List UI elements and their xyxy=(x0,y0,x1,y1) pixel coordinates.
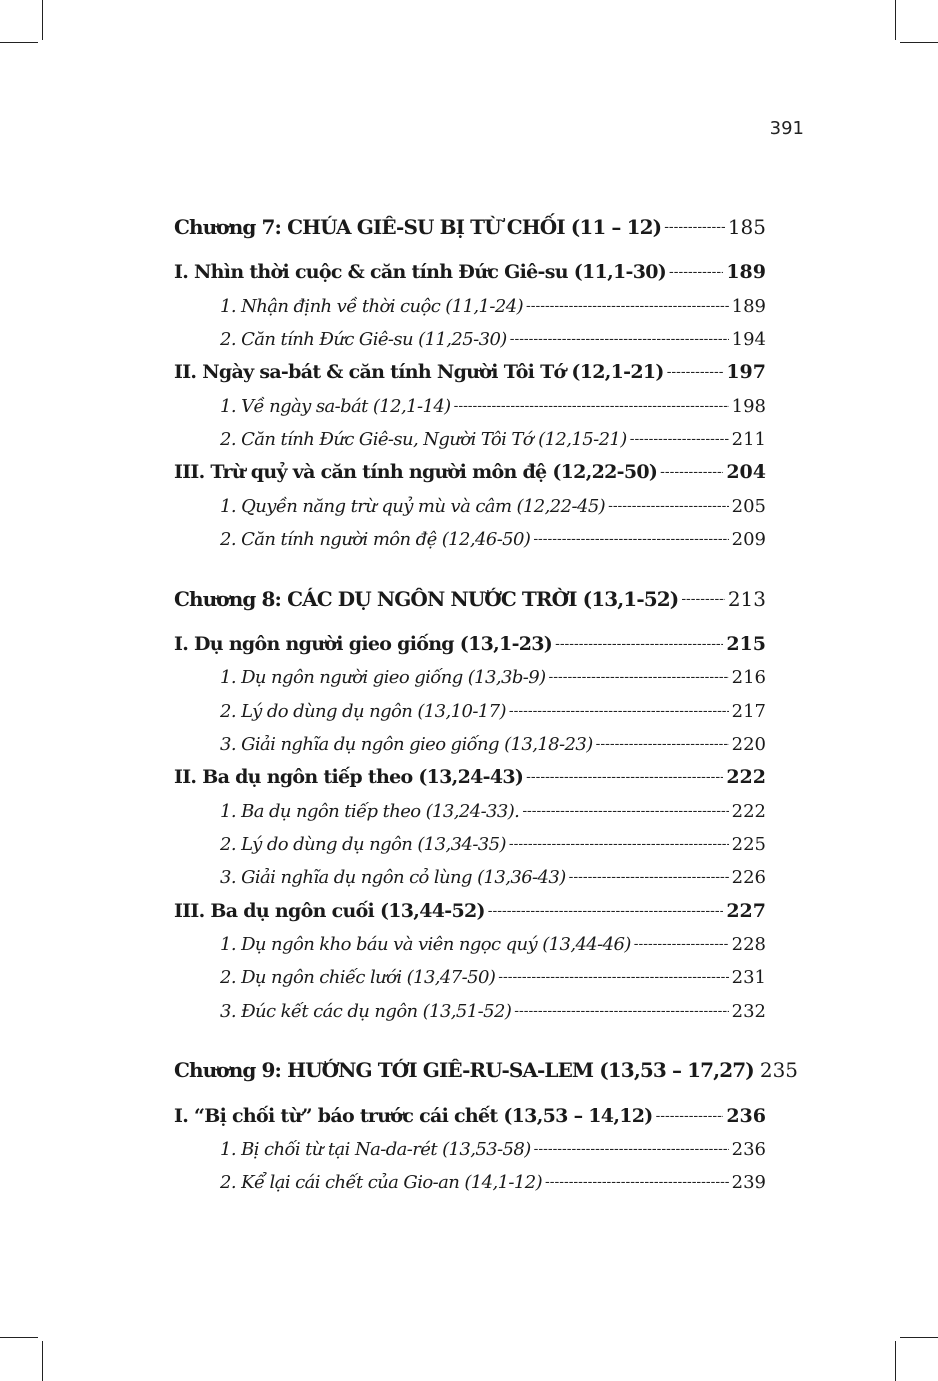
dot-leader xyxy=(656,1101,724,1131)
page-number: 391 xyxy=(769,118,804,139)
toc-entry-title: 2. Căn tính người môn đệ (12,46-50) xyxy=(220,528,531,550)
toc-entry-page: 222 xyxy=(726,766,766,788)
toc-entry-page: 205 xyxy=(731,495,766,517)
dot-leader xyxy=(533,524,728,554)
dot-leader xyxy=(498,962,728,992)
toc-entry-page: 236 xyxy=(731,1138,766,1160)
crop-mark-bottom-left-horizontal xyxy=(0,1337,38,1338)
toc-entry-page: 217 xyxy=(731,700,766,722)
crop-mark-bottom-left-vertical xyxy=(42,1341,43,1381)
crop-mark-top-left-horizontal xyxy=(0,42,38,43)
toc-subsection[interactable] xyxy=(174,391,766,421)
toc-entry-title: Chương 7: CHÚA GIÊ-SU BỊ TỪ CHỐI (11 – 12) xyxy=(174,215,662,239)
toc-section[interactable] xyxy=(174,457,766,487)
toc-subsection[interactable] xyxy=(174,1167,766,1197)
toc-entry-page: 216 xyxy=(731,666,766,688)
toc-section[interactable] xyxy=(174,896,766,926)
dot-leader xyxy=(608,491,729,521)
crop-mark-top-right-vertical xyxy=(895,0,896,40)
toc-subsection[interactable] xyxy=(174,662,766,692)
toc-chapter-8[interactable] xyxy=(174,584,766,614)
toc-entry-page: 197 xyxy=(726,361,766,383)
crop-mark-bottom-right-horizontal xyxy=(900,1337,938,1338)
toc-entry-page: 198 xyxy=(731,395,766,417)
toc-entry-title: 1. Ba dụ ngôn tiếp theo (13,24-33). xyxy=(220,800,520,822)
toc-entry-page: 189 xyxy=(726,261,766,283)
crop-mark-top-right-horizontal xyxy=(900,42,938,43)
crop-mark-bottom-right-vertical xyxy=(895,1341,896,1381)
toc-entry-page: 213 xyxy=(727,587,766,611)
toc-section[interactable] xyxy=(174,1101,766,1131)
toc-subsection[interactable] xyxy=(174,491,766,521)
toc-subsection[interactable] xyxy=(174,1134,766,1164)
toc-entry-page: 235 xyxy=(759,1058,799,1082)
toc-entry-title: 1. Dụ ngôn người gieo giống (13,3b-9) xyxy=(220,666,546,688)
dot-leader xyxy=(510,324,729,354)
dot-leader xyxy=(526,762,723,792)
toc-entry-title: 2. Lý do dùng dụ ngôn (13,34-35) xyxy=(220,833,506,855)
toc-entry-page: 226 xyxy=(731,866,766,888)
toc-entry-title: 3. Giải nghĩa dụ ngôn gieo giống (13,18-23) xyxy=(220,733,593,755)
toc-entry-title: 3. Giải nghĩa dụ ngôn cỏ lùng (13,36-43) xyxy=(220,866,566,888)
toc-entry-page: 194 xyxy=(731,328,766,350)
toc-chapter-7[interactable] xyxy=(174,212,766,242)
toc-subsection[interactable] xyxy=(174,796,766,826)
toc-entry-page: 215 xyxy=(726,633,766,655)
toc-entry-page: 231 xyxy=(731,966,766,988)
toc-subsection[interactable] xyxy=(174,524,766,554)
dot-leader xyxy=(596,729,729,759)
dot-leader xyxy=(667,357,724,387)
toc-entry-title: Chương 9: HƯỚNG TỚI GIÊ-RU-SA-LEM (13,53 – 17,27) xyxy=(174,1058,754,1082)
toc-section[interactable] xyxy=(174,629,766,659)
dot-leader xyxy=(514,996,728,1026)
toc-entry-title: III. Trừ quỷ và căn tính người môn đệ (12,22-50) xyxy=(174,461,658,483)
toc-entry-title: II. Ngày sa-bát & căn tính Người Tôi Tớ (12,1-21) xyxy=(174,361,664,383)
dot-leader xyxy=(526,291,729,321)
toc-subsection[interactable] xyxy=(174,996,766,1026)
toc-entry-title: 2. Căn tính Đức Giê-su (11,25-30) xyxy=(220,328,507,350)
dot-leader xyxy=(569,862,729,892)
toc-entry-title: 2. Kể lại cái chết của Gio-an (14,1-12) xyxy=(220,1171,543,1193)
toc-entry-page: 236 xyxy=(726,1105,766,1127)
toc-entry-page: 189 xyxy=(731,295,766,317)
toc-subsection[interactable] xyxy=(174,829,766,859)
toc-entry-title: I. Dụ ngôn người gieo giống (13,1-23) xyxy=(174,633,553,655)
dot-leader xyxy=(509,829,729,859)
toc-entry-page: 232 xyxy=(731,1000,766,1022)
dot-leader xyxy=(545,1167,729,1197)
dot-leader xyxy=(630,424,729,454)
toc-entry-title: 2. Lý do dùng dụ ngôn (13,10-17) xyxy=(220,700,506,722)
toc-entry-page: 204 xyxy=(726,461,766,483)
toc-subsection[interactable] xyxy=(174,862,766,892)
toc-entry-title: 1. Quyền năng trừ quỷ mù và câm (12,22-45) xyxy=(220,495,606,517)
toc-entry-page: 185 xyxy=(727,215,766,239)
dot-leader xyxy=(660,457,723,487)
toc-entry-title: I. “Bị chối từ” báo trước cái chết (13,53 – 14,12) xyxy=(174,1105,653,1127)
toc-entry-title: 2. Căn tính Đức Giê-su, Người Tôi Tớ (12,15-21) xyxy=(220,428,627,450)
toc-entry-title: 1. Về ngày sa-bát (12,1-14) xyxy=(220,395,451,417)
dot-leader xyxy=(555,629,723,659)
toc-subsection[interactable] xyxy=(174,929,766,959)
toc-subsection[interactable] xyxy=(174,729,766,759)
toc-entry-page: 211 xyxy=(731,428,766,450)
toc-entry-title: I. Nhìn thời cuộc & căn tính Đức Giê-su (11,1-30) xyxy=(174,261,667,283)
toc-entry-title: Chương 8: CÁC DỤ NGÔN NƯỚC TRỜI (13,1-52) xyxy=(174,587,679,611)
dot-leader xyxy=(488,896,724,926)
toc-entry-page: 239 xyxy=(731,1171,766,1193)
toc-entry-title: III. Ba dụ ngôn cuối (13,44-52) xyxy=(174,900,485,922)
dot-leader xyxy=(522,796,728,826)
toc-subsection[interactable] xyxy=(174,291,766,321)
toc-entry-page: 228 xyxy=(731,933,766,955)
toc-entry-title: 2. Dụ ngôn chiếc lưới (13,47-50) xyxy=(220,966,496,988)
toc-section[interactable] xyxy=(174,762,766,792)
toc-entry-page: 222 xyxy=(731,800,766,822)
dot-leader xyxy=(669,257,723,287)
dot-leader xyxy=(534,1134,729,1164)
toc-entry-page: 209 xyxy=(731,528,766,550)
crop-mark-top-left-vertical xyxy=(42,0,43,40)
dot-leader xyxy=(454,391,729,421)
toc-entry-title: 1. Dụ ngôn kho báu và viên ngọc quý (13,44-46) xyxy=(220,933,631,955)
toc-entry-title: II. Ba dụ ngôn tiếp theo (13,24-43) xyxy=(174,766,524,788)
dot-leader xyxy=(681,584,724,614)
toc-subsection[interactable] xyxy=(174,324,766,354)
toc-entry-page: 227 xyxy=(726,900,766,922)
toc-chapter-9[interactable] xyxy=(174,1055,799,1085)
toc-entry-title: 3. Đúc kết các dụ ngôn (13,51-52) xyxy=(220,1000,512,1022)
toc-section[interactable] xyxy=(174,357,766,387)
toc-entry-title: 1. Nhận định về thời cuộc (11,1-24) xyxy=(220,295,524,317)
toc-entry-page: 225 xyxy=(731,833,766,855)
dot-leader xyxy=(634,929,729,959)
toc-subsection[interactable] xyxy=(174,696,766,726)
toc-section[interactable] xyxy=(174,257,766,287)
dot-leader xyxy=(549,662,729,692)
dot-leader xyxy=(509,696,729,726)
toc-entry-title: 1. Bị chối từ tại Na-da-rét (13,53-58) xyxy=(220,1138,531,1160)
toc-entry-page: 220 xyxy=(731,733,766,755)
toc-subsection[interactable] xyxy=(174,424,766,454)
toc-subsection[interactable] xyxy=(174,962,766,992)
dot-leader xyxy=(664,212,725,242)
